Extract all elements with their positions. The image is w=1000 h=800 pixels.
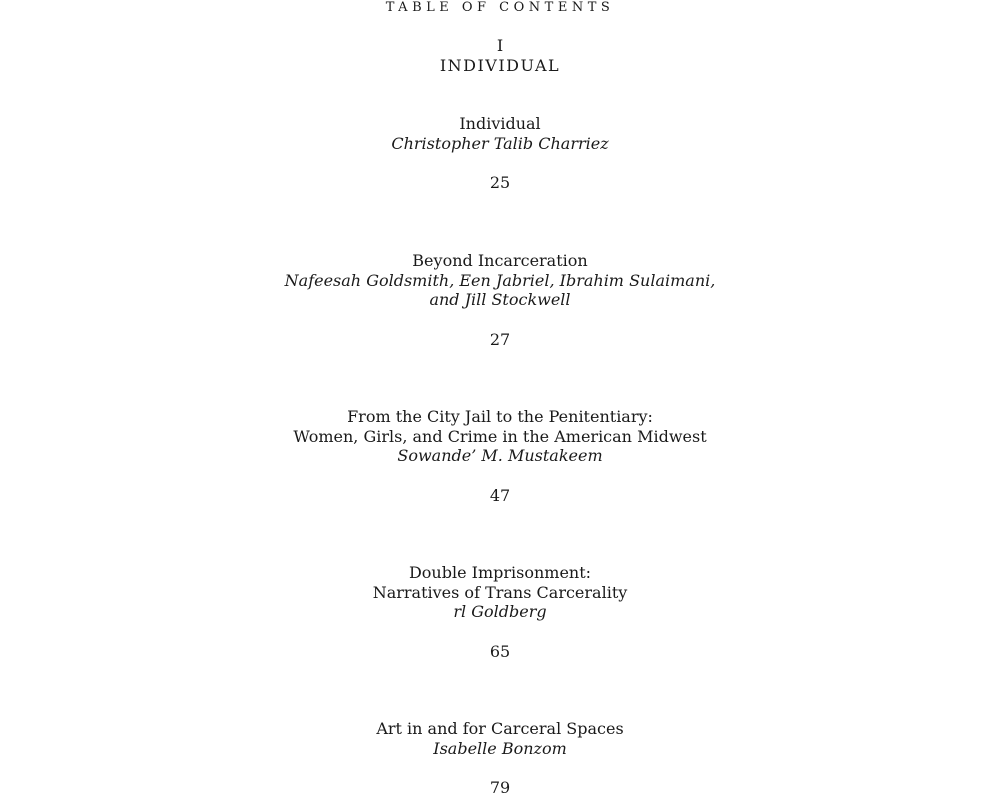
section-number: I — [496, 36, 504, 55]
entry-subtitle: Narratives of Trans Carcerality — [372, 582, 628, 602]
entry-title: Individual — [459, 114, 541, 133]
entry-author: Christopher Talib Charriez — [391, 133, 609, 153]
toc-entry[interactable] — [0, 563, 1000, 661]
toc-entry[interactable] — [0, 114, 1000, 193]
entry-subtitle: Women, Girls, and Crime in the American Midwest — [293, 426, 707, 446]
entry-title: Beyond Incarceration — [412, 251, 588, 270]
toc-entry[interactable] — [0, 719, 1000, 798]
entry-author: rl Goldberg — [453, 602, 547, 621]
toc-entry[interactable] — [0, 251, 1000, 349]
entry-author: Sowande’ M. Mustakeem — [397, 446, 603, 465]
entry-page-number: 65 — [489, 641, 511, 661]
toc-header: TABLE OF CONTENTS — [385, 0, 615, 15]
entry-page-number: 79 — [489, 778, 511, 797]
entry-page-number: 47 — [489, 485, 511, 505]
entry-title: Double Imprisonment: — [408, 563, 592, 582]
entry-author: Nafeesah Goldsmith, Een Jabriel, Ibrahim Sulaimani, — [284, 270, 716, 290]
toc-entry[interactable] — [0, 407, 1000, 505]
entry-author: Isabelle Bonzom — [433, 738, 567, 758]
entry-title: Art in and for Carceral Spaces — [376, 719, 624, 738]
section-title: INDIVIDUAL — [439, 56, 561, 75]
entry-author-continued: and Jill Stockwell — [429, 290, 571, 309]
entry-page-number: 25 — [489, 173, 511, 192]
entry-title: From the City Jail to the Penitentiary: — [347, 407, 653, 426]
entry-page-number: 27 — [489, 329, 511, 349]
